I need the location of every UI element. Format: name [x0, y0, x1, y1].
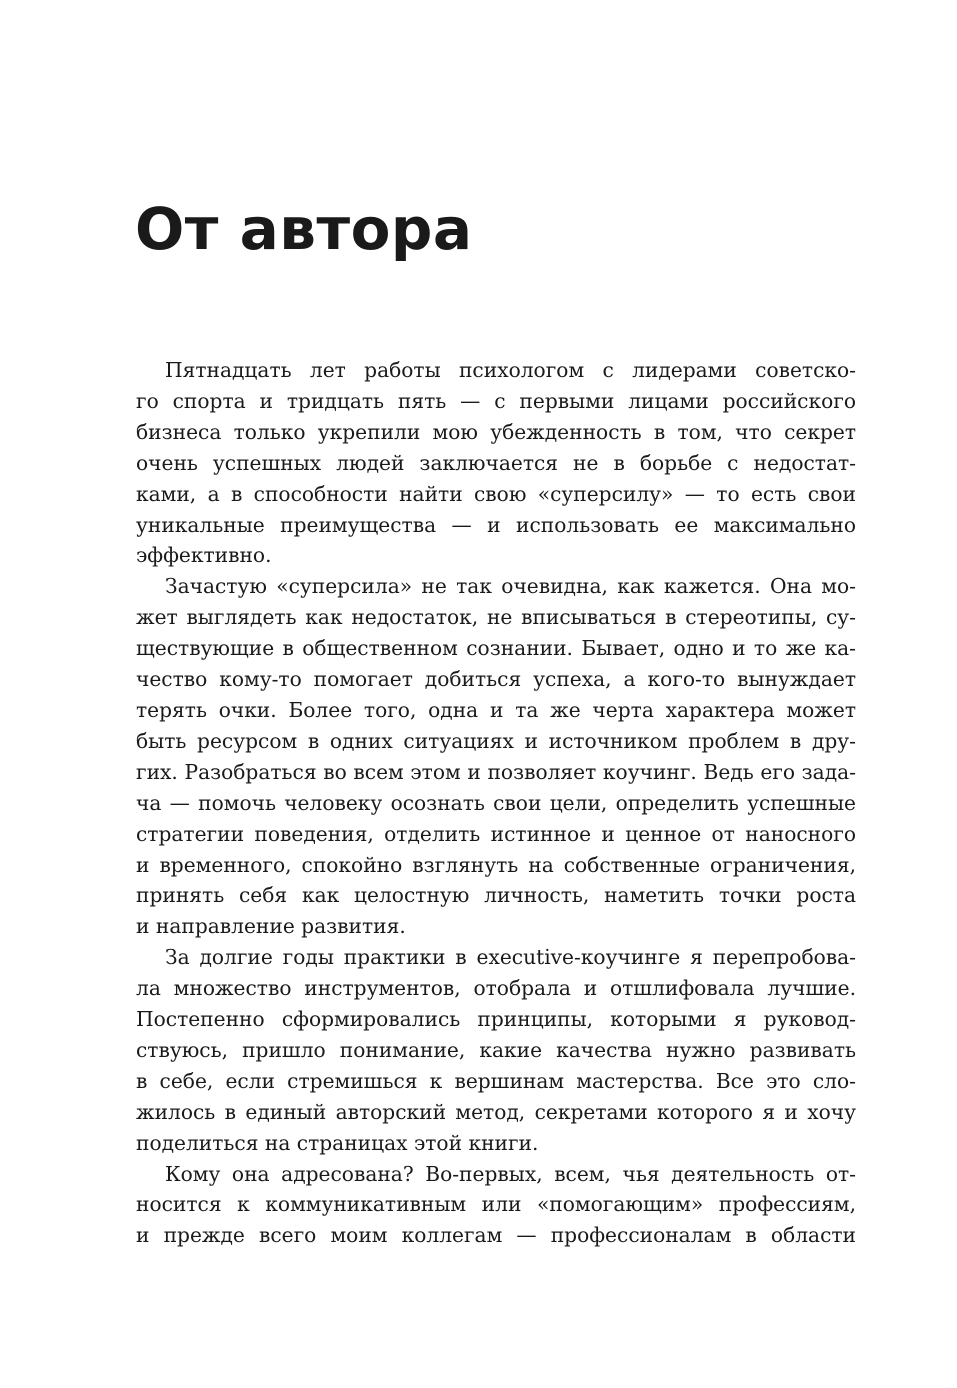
- text-line: поделиться на страницах этой книги.: [136, 1130, 539, 1155]
- text-line: ча — помочь человеку осознать свои цели, определить успешные: [136, 790, 856, 815]
- chapter-title: От автора: [135, 195, 473, 263]
- text-line: За долгие годы практики в executive-коучинге я перепробова-: [165, 945, 856, 970]
- text-line: и прежде всего моим коллегам — профессионалам в области: [136, 1223, 856, 1248]
- text-line: гих. Разобраться во всем этом и позволяет коучинг. Ведь его зада-: [136, 759, 856, 784]
- paragraph-3: [136, 942, 856, 1158]
- text-line: и направление развития.: [136, 914, 406, 939]
- text-line: эффективно.: [136, 543, 272, 568]
- text-line: ла множество инструментов, отобрала и отшлифовала лучшие.: [136, 976, 856, 1001]
- text-line: жилось в единый авторский метод, секретами которого я и хочу: [136, 1099, 856, 1124]
- text-line: жет выглядеть как недостаток, не вписываться в стереотипы, су-: [136, 605, 856, 630]
- text-line: Постепенно сформировались принципы, которыми я руковод-: [136, 1007, 856, 1032]
- text-line: быть ресурсом в одних ситуациях и источником проблем в дру-: [136, 728, 856, 753]
- text-line: чество кому-то помогает добиться успеха, а кого-то вынуждает: [136, 667, 856, 692]
- paragraph-1: [136, 355, 856, 571]
- text-line: бизнеса только укрепили мою убежденность в том, что секрет: [136, 419, 856, 444]
- text-line: очень успешных людей заключается не в борьбе с недостат-: [136, 450, 856, 475]
- text-line: ществующие в общественном сознании. Бывает, одно и то же ка-: [136, 636, 856, 661]
- text-line: принять себя как целостную личность, наметить точки роста: [136, 883, 856, 908]
- text-line: Кому она адресована? Во-первых, всем, чья деятельность от-: [165, 1161, 856, 1186]
- text-line: в себе, если стремишься к вершинам мастерства. Все это сло-: [136, 1068, 856, 1093]
- paragraph-4: [136, 1159, 856, 1252]
- text-line: Зачастую «суперсила» не так очевидна, как кажется. Она мо-: [165, 574, 856, 599]
- text-line: Пятнадцать лет работы психологом с лидерами советско-: [165, 358, 856, 382]
- text-line: ствуюсь, пришло понимание, какие качества нужно развивать: [136, 1037, 856, 1062]
- text-line: уникальные преимущества — и использовать ее максимально: [136, 512, 856, 537]
- text-line: и временного, спокойно взглянуть на собственные ограничения,: [136, 852, 856, 877]
- text-line: терять очки. Более того, одна и та же черта характера может: [136, 697, 856, 722]
- text-line: го спорта и тридцать пять — с первыми лицами российского: [136, 388, 856, 413]
- text-line: ками, а в способности найти свою «суперсилу» — то есть свои: [136, 481, 856, 506]
- body-text: [136, 355, 856, 1251]
- text-line: стратегии поведения, отделить истинное и ценное от наносного: [136, 821, 856, 846]
- text-line: носится к коммуникативным или «помогающим» профессиям,: [136, 1192, 856, 1217]
- paragraph-2: [136, 571, 856, 942]
